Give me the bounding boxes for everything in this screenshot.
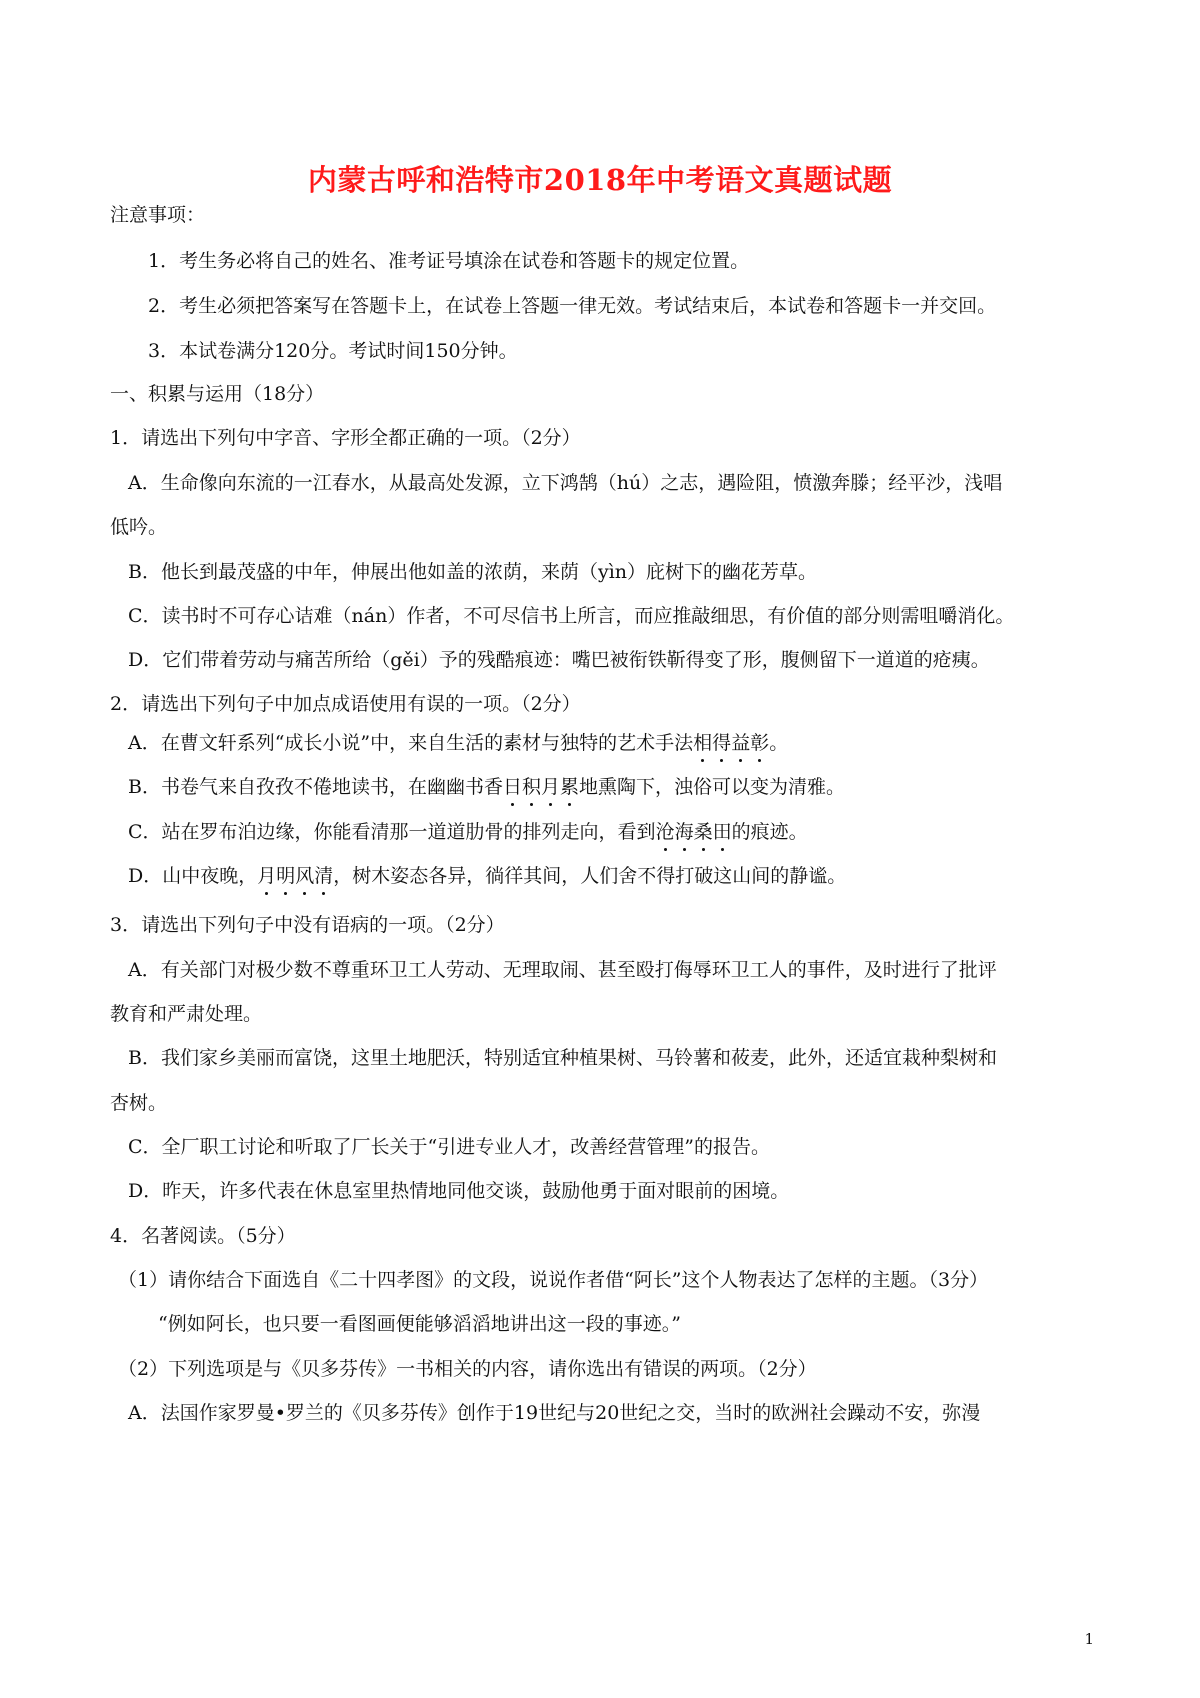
page-number: 1 — [1084, 1630, 1094, 1648]
page-title: 内蒙古呼和浩特市2018年中考语文真题试题 — [307, 163, 893, 197]
question-3-option-a: A．有关部门对极少数不尊重环卫工人劳动、无理取闹、甚至殴打侮辱环卫工人的事件，及时进行了批评 — [128, 959, 997, 981]
option-text: D．山中夜晚， — [128, 865, 258, 887]
option-text: A．在曹文轩系列“成长小说”中，来自生活的素材与独特的艺术手法 — [128, 732, 694, 754]
option-text: 的痕迹。 — [731, 821, 808, 843]
question-4-part-2-option-a: A．法国作家罗曼•罗兰的《贝多芬传》创作于19世纪与20世纪之交，当时的欧洲社会躁动不安，弥漫 — [128, 1402, 981, 1424]
dotted-char: 月 — [257, 865, 277, 887]
question-2-stem: 2．请选出下列句子中加点成语使用有误的一项。（2分） — [110, 693, 581, 715]
dotted-char: 日 — [502, 776, 522, 798]
dotted-char: 田 — [712, 821, 732, 843]
dotted-char: 沧 — [655, 821, 675, 843]
option-text: C．站在罗布泊边缘，你能看清那一道道肋骨的排列走向，看到 — [128, 821, 656, 843]
question-2-option-d — [128, 864, 846, 888]
dotted-char: 累 — [560, 776, 580, 798]
notice-item-1: 1．考生务必将自己的姓名、准考证号填涂在试卷和答题卡的规定位置。 — [148, 250, 750, 272]
question-3-stem: 3．请选出下列句子中没有语病的一项。（2分） — [110, 914, 505, 936]
option-text: 。 — [769, 732, 789, 754]
notice-item-3: 3．本试卷满分120分。考试时间150分钟。 — [148, 340, 518, 362]
dotted-char: 风 — [295, 865, 315, 887]
dotted-char: 清 — [314, 865, 334, 887]
question-1-option-b: B．他长到最茂盛的中年，伸展出他如盖的浓荫，来荫（yìn）庇树下的幽花芳草。 — [128, 561, 818, 583]
question-2-option-c — [128, 820, 808, 844]
dotted-idiom — [693, 732, 769, 754]
dotted-char: 益 — [731, 732, 751, 754]
question-1-option-a-cont: 低吟。 — [110, 516, 168, 538]
dotted-char: 相 — [693, 732, 713, 754]
question-1-stem: 1．请选出下列句中字音、字形全都正确的一项。（2分） — [110, 427, 581, 449]
notice-heading: 注意事项： — [110, 204, 206, 226]
dotted-char: 明 — [276, 865, 296, 887]
dotted-char: 月 — [541, 776, 561, 798]
dotted-char: 彰 — [750, 732, 770, 754]
question-1-option-d: D．它们带着劳动与痛苦所给（gěi）予的残酷痕迹：嘴巴被衔铁靳得变了形，腹侧留下一道道的疮痍。 — [128, 649, 990, 671]
section-heading: 一、积累与运用（18分） — [110, 383, 325, 405]
question-3-option-d: D．昨天，许多代表在休息室里热情地同他交谈，鼓励他勇于面对眼前的困境。 — [128, 1180, 790, 1202]
dotted-char: 得 — [712, 732, 732, 754]
notice-item-2: 2．考生必须把答案写在答题卡上，在试卷上答题一律无效。考试结束后，本试卷和答题卡一并交回。 — [148, 295, 997, 317]
dotted-char: 桑 — [693, 821, 713, 843]
question-3-option-c: C．全厂职工讨论和听取了厂长关于“引进专业人才，改善经营管理”的报告。 — [128, 1136, 770, 1158]
question-4-part-1-quote: “例如阿长，也只要一看图画便能够滔滔地讲出这一段的事迹。” — [158, 1313, 681, 1335]
dotted-idiom — [656, 821, 732, 843]
question-3-option-b-cont: 杏树。 — [110, 1092, 168, 1114]
dotted-idiom — [257, 865, 333, 887]
question-2-option-b — [128, 775, 845, 799]
question-1-option-c: C．读书时不可存心诘难（nán）作者，不可尽信书上所言，而应推敲细思，有价值的部分则需咀嚼消化。 — [128, 605, 1015, 627]
question-1-option-a: A．生命像向东流的一江春水，从最高处发源，立下鸿鹄（hú）之志，遇险阻，愤激奔滕；经平沙，浅唱 — [128, 472, 1003, 494]
dotted-idiom — [503, 776, 579, 798]
dotted-char: 海 — [674, 821, 694, 843]
dotted-char: 积 — [521, 776, 541, 798]
option-text: ，树木姿态各异，徜徉其间，人们舍不得打破这山间的静谧。 — [333, 865, 847, 887]
question-4-part-1: （1）请你结合下面选自《二十四孝图》的文段，说说作者借“阿长”这个人物表达了怎样的主题。（3分） — [118, 1269, 989, 1291]
question-3-option-a-cont: 教育和严肃处理。 — [110, 1003, 263, 1025]
question-4-stem: 4．名著阅读。（5分） — [110, 1225, 296, 1247]
option-text: 地熏陶下，浊俗可以变为清雅。 — [579, 776, 846, 798]
question-4-part-2: （2）下列选项是与《贝多芬传》一书相关的内容，请你选出有错误的两项。（2分） — [118, 1358, 817, 1380]
question-3-option-b: B．我们家乡美丽而富饶，这里土地肥沃，特别适宜种植果树、马铃薯和莜麦，此外，还适宜栽种梨树和 — [128, 1047, 997, 1069]
option-text: B．书卷气来自孜孜不倦地读书，在幽幽书香 — [128, 776, 503, 798]
question-2-option-a — [128, 731, 788, 755]
